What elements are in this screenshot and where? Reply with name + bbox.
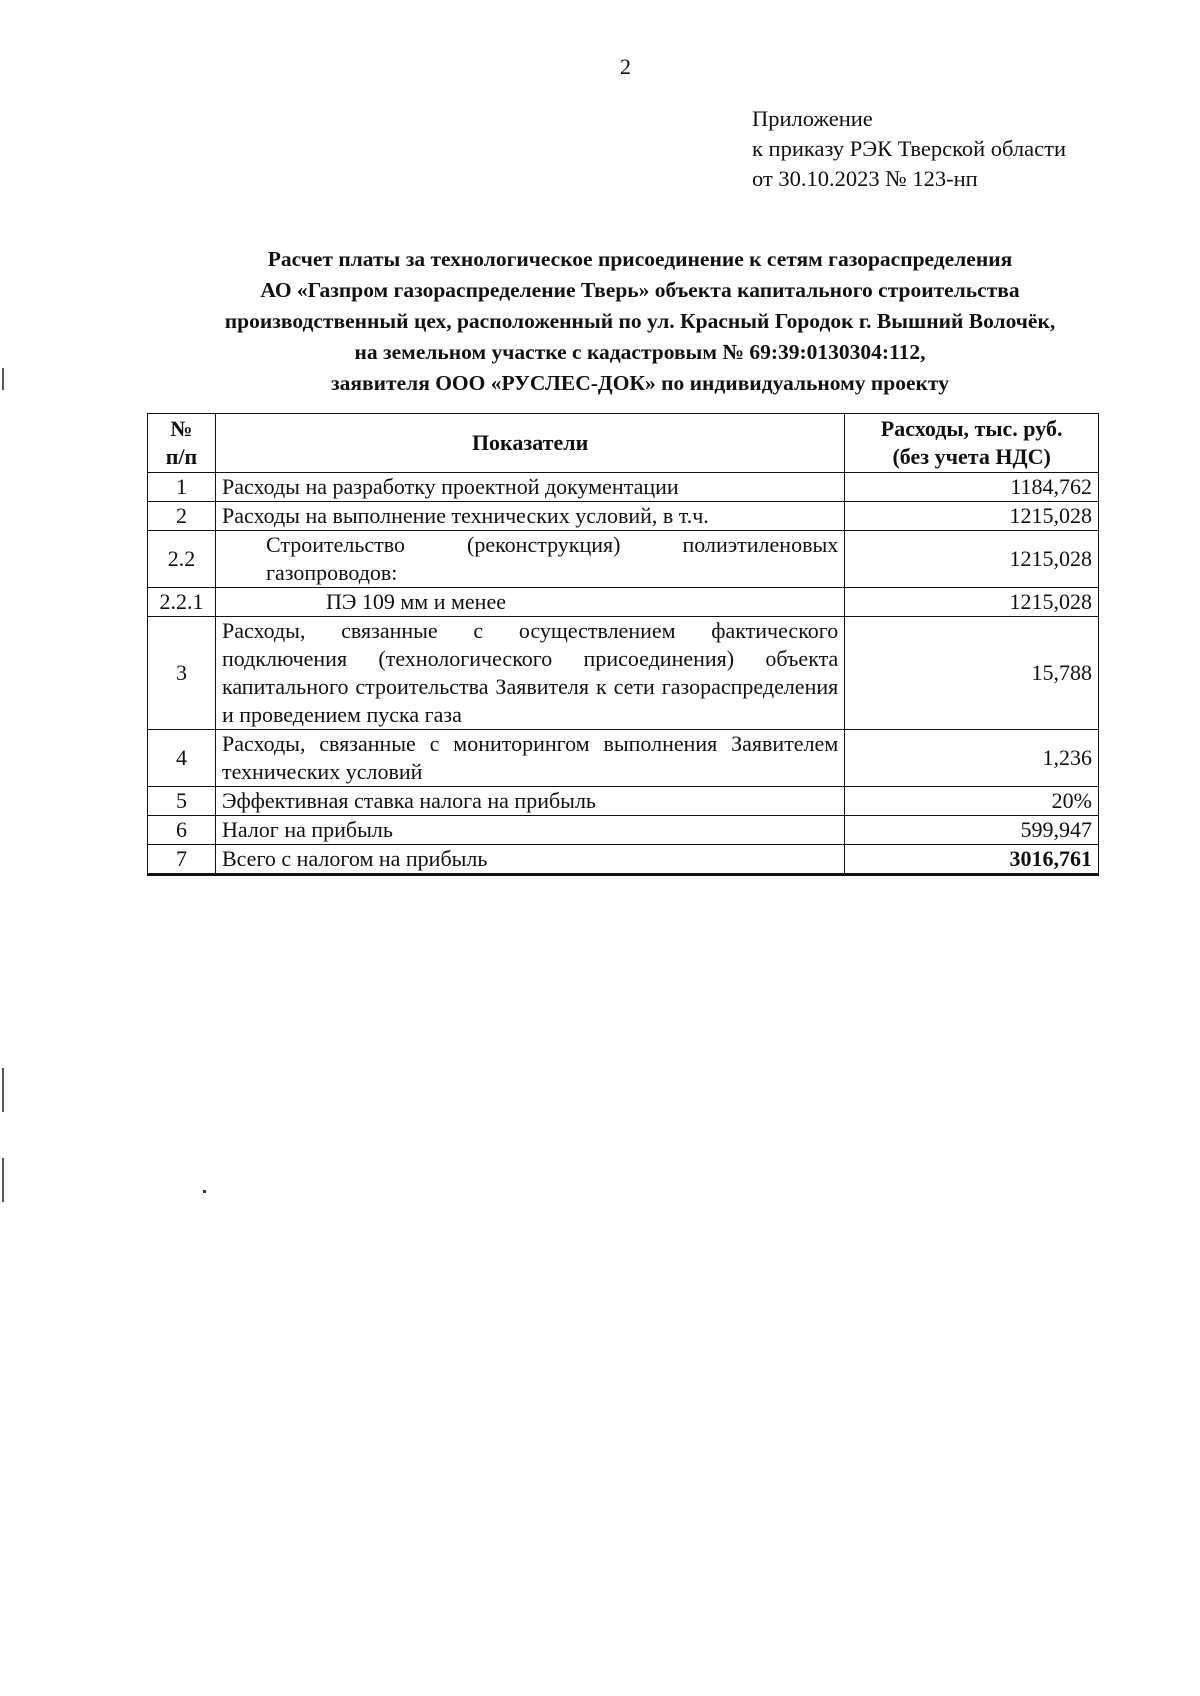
row-number: 7 <box>148 845 216 875</box>
row-value: 599,947 <box>845 816 1099 845</box>
row-indicator: Строительство (реконструкция) полиэтиленовых газопроводов: <box>215 531 844 588</box>
appendix-line: к приказу РЭК Тверской области <box>752 136 1067 161</box>
row-indicator: Расходы на разработку проектной документации <box>215 473 844 502</box>
table-row <box>148 588 1099 617</box>
title-line: Расчет платы за технологическое присоединение к сетям газораспределения <box>267 247 1013 271</box>
scan-edge-mark <box>2 368 4 390</box>
table-row <box>148 787 1099 816</box>
scan-edge-mark <box>2 1068 4 1112</box>
appendix-line: Приложение <box>752 106 873 131</box>
row-value: 1215,028 <box>845 531 1099 588</box>
row-value: 20% <box>845 787 1099 816</box>
row-indicator: Всего с налогом на прибыль <box>215 845 844 875</box>
row-indicator: Налог на прибыль <box>215 816 844 845</box>
row-value: 1215,028 <box>845 588 1099 617</box>
document-title <box>100 244 1180 399</box>
calculation-table <box>147 413 1099 876</box>
title-line: АО «Газпром газораспределение Тверь» объекта капитального строительства <box>260 278 1020 302</box>
table-row <box>148 473 1099 502</box>
row-number: 2.2.1 <box>148 588 216 617</box>
row-number: 3 <box>148 617 216 730</box>
row-value: 1184,762 <box>845 473 1099 502</box>
table-header-row <box>148 414 1099 473</box>
scan-edge-mark <box>2 1158 4 1202</box>
row-number: 2 <box>148 502 216 531</box>
table-row <box>148 730 1099 787</box>
row-number: 4 <box>148 730 216 787</box>
header-number <box>148 414 216 473</box>
row-indicator: ПЭ 109 мм и менее <box>215 588 844 617</box>
row-number: 5 <box>148 787 216 816</box>
header-number-line: п/п <box>165 444 198 469</box>
table-row <box>148 502 1099 531</box>
appendix-block <box>752 104 1066 194</box>
row-indicator: Расходы на выполнение технических условий, в т.ч. <box>215 502 844 531</box>
table-row <box>148 531 1099 588</box>
scan-dot <box>203 1190 206 1193</box>
header-number-line: № <box>170 416 193 441</box>
page-number: 2 <box>620 54 631 79</box>
row-number: 1 <box>148 473 216 502</box>
row-indicator: Расходы, связанные с осуществлением фактического подключения (технологического присоединения) объекта капитального строительства Заявителя к сети газораспределения и проведением пуска газа <box>215 617 844 730</box>
row-value: 15,788 <box>845 617 1099 730</box>
header-expenses-line: Расходы, тыс. руб. <box>880 416 1063 441</box>
title-line: заявителя ООО «РУСЛЕС-ДОК» по индивидуальному проекту <box>331 371 949 395</box>
header-expenses <box>845 414 1099 473</box>
appendix-line: от 30.10.2023 № 123-нп <box>752 166 978 191</box>
row-value: 1,236 <box>845 730 1099 787</box>
row-number: 6 <box>148 816 216 845</box>
table-row <box>148 617 1099 730</box>
row-indicator: Эффективная ставка налога на прибыль <box>215 787 844 816</box>
row-value: 1215,028 <box>845 502 1099 531</box>
table-row-total <box>148 845 1099 875</box>
table-row <box>148 816 1099 845</box>
row-value-total: 3016,761 <box>845 845 1099 875</box>
title-line: на земельном участке с кадастровым № 69:39:0130304:112, <box>354 340 926 364</box>
row-indicator: Расходы, связанные с мониторингом выполнения Заявителем технических условий <box>215 730 844 787</box>
header-expenses-line: (без учета НДС) <box>892 444 1051 469</box>
header-indicators: Показатели <box>215 414 844 473</box>
title-line: производственный цех, расположенный по ул. Красный Городок г. Вышний Волочёк, <box>224 309 1056 333</box>
row-number: 2.2 <box>148 531 216 588</box>
